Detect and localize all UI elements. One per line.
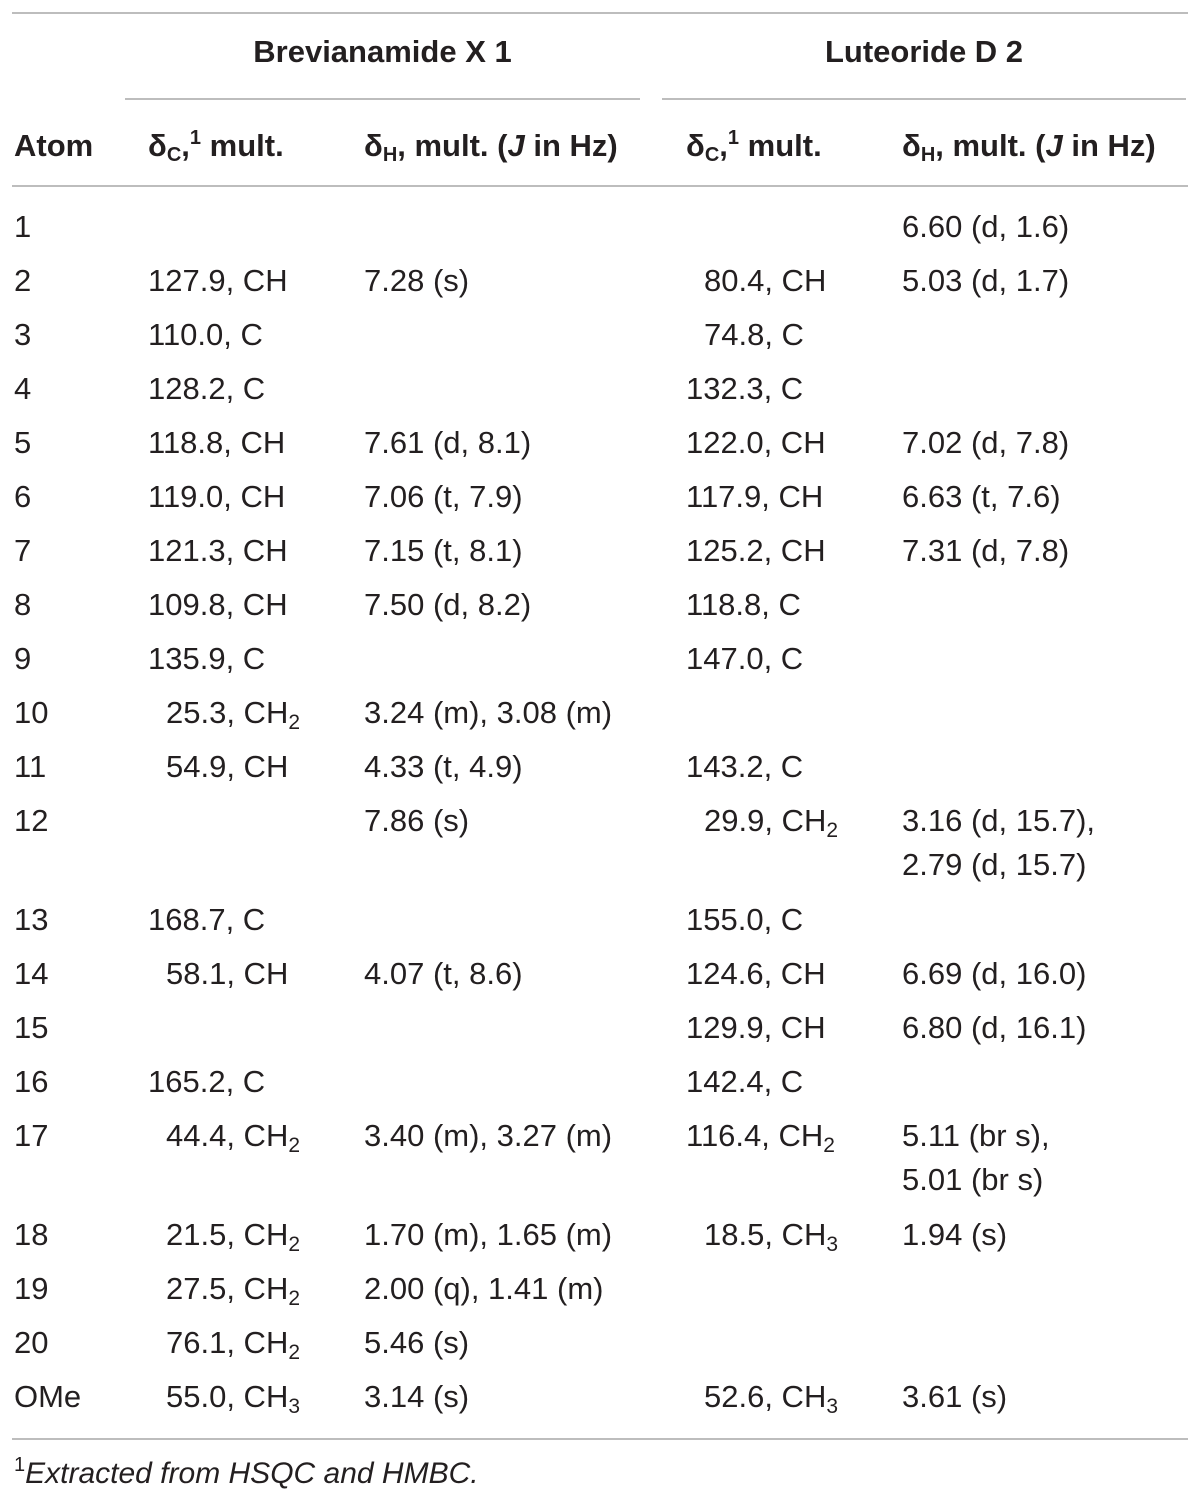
proton-shift-1: 7.28 (s) [364, 263, 470, 298]
carbon-shift-1: 118.8, CH [148, 425, 286, 460]
carbon-shift-1: 27.5, $CH_2$ [166, 1271, 301, 1310]
carbon-shift-1: 128.2, C [148, 371, 266, 406]
proton-shift-2: 3.16 (d, 15.7), [902, 803, 1096, 838]
carbon-shift-1: 127.9, CH [148, 263, 288, 298]
proton-shift-1: 4.07 (t, 8.6) [364, 956, 523, 991]
atom-label: 11 [14, 749, 47, 784]
carbon-shift-2: 147.0, C [686, 641, 804, 676]
carbon-shift-2: 80.4, CH [704, 263, 827, 298]
proton-shift-2: 6.60 (d, 1.6) [902, 209, 1070, 244]
carbon-shift-2: 52.6, $CH_3$ [704, 1379, 839, 1418]
carbon-shift-1: 25.3, $CH_2$ [166, 695, 301, 734]
atom-label: 20 [14, 1325, 49, 1360]
column-header-dh-1: $\delta_H$, mult. (J in Hz) [364, 128, 618, 166]
carbon-shift-2: 143.2, C [686, 749, 804, 784]
atom-label: 8 [14, 587, 32, 622]
top-rule [12, 12, 1188, 14]
carbon-shift-2: 124.6, CH [686, 956, 826, 991]
carbon-shift-1: 55.0, $CH_3$ [166, 1379, 301, 1418]
carbon-shift-1: 21.5, $CH_2$ [166, 1217, 301, 1256]
proton-shift-1: 4.33 (t, 4.9) [364, 749, 523, 784]
proton-shift-2: 6.69 (d, 16.0) [902, 956, 1087, 991]
proton-shift-1: 7.61 (d, 8.1) [364, 425, 532, 460]
carbon-shift-1: 109.8, CH [148, 587, 288, 622]
proton-shift-1: 7.50 (d, 8.2) [364, 587, 532, 622]
atom-label: 18 [14, 1217, 49, 1252]
atom-label: 12 [14, 803, 49, 838]
carbon-shift-1: 76.1, $CH_2$ [166, 1325, 301, 1364]
carbon-shift-2: 18.5, $CH_3$ [704, 1217, 839, 1256]
atom-label: 4 [14, 371, 32, 406]
proton-shift-1: 3.40 (m), 3.27 (m) [364, 1118, 613, 1153]
column-header-dh-2: $\delta_H$, mult. (J in Hz) [902, 128, 1156, 166]
carbon-shift-1: 110.0, C [148, 317, 263, 352]
carbon-shift-2: 122.0, CH [686, 425, 826, 460]
carbon-shift-2: 155.0, C [686, 902, 804, 937]
proton-shift-2: 3.61 (s) [902, 1379, 1008, 1414]
carbon-shift-2: 142.4, C [686, 1064, 804, 1099]
column-header-atom: Atom [14, 128, 94, 163]
proton-shift-2: 2.79 (d, 15.7) [902, 847, 1087, 882]
carbon-shift-2: 117.9, CH [686, 479, 824, 514]
proton-shift-2: 6.80 (d, 16.1) [902, 1010, 1087, 1045]
carbon-shift-1: 135.9, C [148, 641, 266, 676]
carbon-shift-2: 74.8, C [704, 317, 804, 352]
proton-shift-2: 5.01 (br s) [902, 1162, 1044, 1197]
proton-shift-1: 2.00 (q), 1.41 (m) [364, 1271, 604, 1306]
atom-label: 7 [14, 533, 32, 568]
atom-label: 1 [14, 209, 32, 244]
carbon-shift-2: 129.9, CH [686, 1010, 826, 1045]
carbon-shift-1: 119.0, CH [148, 479, 286, 514]
group-rule-compound2 [662, 98, 1186, 100]
atom-label: 14 [14, 956, 49, 991]
carbon-shift-1: 58.1, CH [166, 956, 289, 991]
carbon-shift-2: 29.9, $CH_2$ [704, 803, 839, 842]
proton-shift-1: 5.46 (s) [364, 1325, 470, 1360]
group-header-compound1: Brevianamide X 1 [253, 34, 512, 69]
atom-label: 16 [14, 1064, 49, 1099]
bottom-rule [12, 1438, 1188, 1440]
carbon-shift-1: 168.7, C [148, 902, 266, 937]
carbon-shift-2: 125.2, CH [686, 533, 826, 568]
proton-shift-2: 7.02 (d, 7.8) [902, 425, 1070, 460]
atom-label: 10 [14, 695, 49, 730]
atom-label: 5 [14, 425, 32, 460]
atom-label: 3 [14, 317, 32, 352]
proton-shift-2: 5.03 (d, 1.7) [902, 263, 1070, 298]
proton-shift-2: 5.11 (br s), [902, 1118, 1050, 1153]
atom-label: 2 [14, 263, 32, 298]
column-header-dc-2: $\delta_C,^1$ mult. [686, 127, 822, 166]
atom-label: 13 [14, 902, 49, 937]
header-rule [12, 185, 1188, 187]
carbon-shift-1: 121.3, CH [148, 533, 288, 568]
carbon-shift-1: 165.2, C [148, 1064, 266, 1099]
proton-shift-1: 1.70 (m), 1.65 (m) [364, 1217, 613, 1252]
proton-shift-1: 7.86 (s) [364, 803, 470, 838]
proton-shift-1: 3.24 (m), 3.08 (m) [364, 695, 613, 730]
carbon-shift-1: 44.4, $CH_2$ [166, 1118, 301, 1157]
proton-shift-1: 3.14 (s) [364, 1379, 470, 1414]
atom-label: 17 [14, 1118, 49, 1153]
atom-label: 9 [14, 641, 32, 676]
atom-label: 19 [14, 1271, 49, 1306]
proton-shift-2: 1.94 (s) [902, 1217, 1008, 1252]
column-header-dc-1: $\delta_C,^1$ mult. [148, 127, 284, 166]
proton-shift-2: 6.63 (t, 7.6) [902, 479, 1061, 514]
group-rule-compound1 [125, 98, 640, 100]
carbon-shift-1: 54.9, CH [166, 749, 289, 784]
footnote: $^1$Extracted from HSQC and HMBC. [14, 1454, 479, 1490]
atom-label: 15 [14, 1010, 49, 1045]
proton-shift-1: 7.06 (t, 7.9) [364, 479, 523, 514]
proton-shift-1: 7.15 (t, 8.1) [364, 533, 523, 568]
proton-shift-2: 7.31 (d, 7.8) [902, 533, 1070, 568]
carbon-shift-2: 118.8, C [686, 587, 801, 622]
atom-label: OMe [14, 1379, 82, 1414]
carbon-shift-2: 116.4, $CH_2$ [686, 1118, 835, 1157]
group-header-compound2: Luteoride D 2 [824, 34, 1024, 69]
atom-label: 6 [14, 479, 32, 514]
carbon-shift-2: 132.3, C [686, 371, 804, 406]
